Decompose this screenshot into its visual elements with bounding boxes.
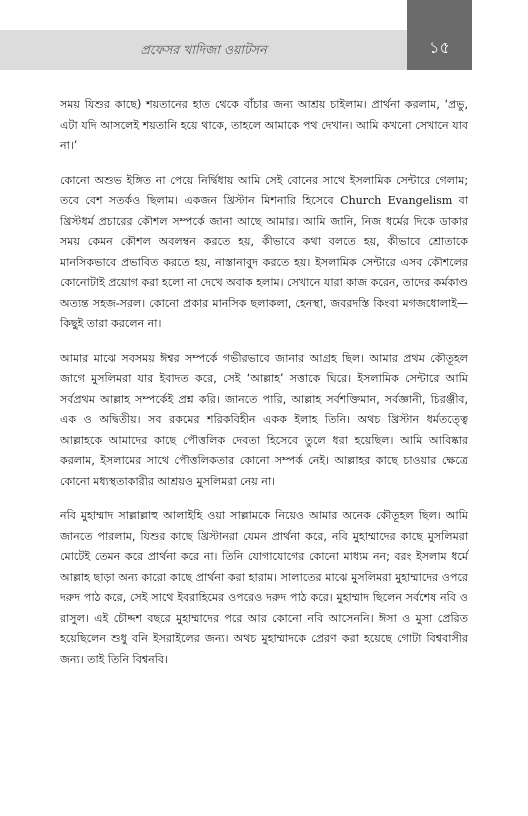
paragraph-3-text: আমার মাঝে সবসময় ঈশ্বর সম্পর্কে গভীরভাবে জানার আগ্রহ ছিল। আমার প্রথম কৌতূহল জাগে মুসলিমরা যার ইবাদত করে, সেই ‘আল্লাহ’ সত্তাকে ঘিরে। ইসলামিক সেন্টারে আমি সর্বপ্রথম আল্লাহ সম্পর্কেই প্রশ্ন করি। জানতে পারি, আল্লাহ সর্বশক্তিমান, সর্বজ্ঞানী, চিরঞ্জীব, এক ও অদ্বিতীয়। সব রকমের শরিকবিহীন একক ইলাহ তিনি। অথচ খ্রিস্টান ধর্মতত্ত্বে আল্লাহকে আমাদের কাছে পৌত্তলিক দেবতা হিসেবে তুলে ধরা হয়েছিল। আমি আবিষ্কার করলাম, ইসলামের সাথে পৌত্তলিকতার কোনো সম্পর্ক নেই। আল্লাহর কাছে চাওয়ার ক্ষেত্রে কোনো মধ্যস্থতাকারীর আশ্রয়ও মুসলিমরা নেয় না। <box>60 351 468 488</box>
page-number: ১৫ <box>429 38 450 57</box>
paragraph-2 <box>60 171 468 335</box>
paragraph-3 <box>60 349 468 493</box>
paragraph-1-text: সময় যিশুর কাছে) শয়তানের হাত থেকে বাঁচার জন্য আশ্রয় চাইলাম। প্রার্থনা করলাম, ‘প্রভু, এটা যদি আসলেই শয়তানি হয়ে থাকে, তাহলে আমাকে পথ দেখান। আমি কখনো সেখানে যাব না।’ <box>60 98 468 152</box>
paragraph-2-text-before: কোনো অশুভ ইঙ্গিত না পেয়ে নির্দ্বিধায় আমি সেই বোনের সাথে ইসলামিক সেন্টারে গেলাম; তবে বেশ সতর্কও ছিলাম। একজন খ্রিস্টান মিশনারি হিসেবে <box>60 173 468 207</box>
paragraph-2-text-after: বা খ্রিস্টধর্ম প্রচারের কৌশল সম্পর্কে জানা আছে আমার। আমি জানি, নিজ ধর্মের দিকে ডাকার সময় কেমন কৌশল অবলম্বন করতে হয়, কীভাবে কথা বলতে হয়, কীভাবে শ্রোতাকে মানসিকভাবে প্রভাবিত করতে হয়, নাস্তানাবুদ করতে হয়। ইসলামিক সেন্টারে এসব কৌশলের কোনোটাই প্রয়োগ করা হলো না দেখে অবাক হলাম। সেখানে যারা কাজ করেন, তাদের কর্মকাণ্ড অত্যন্ত সহজ-সরল। কোনো প্রকার মানসিক ছলাকলা, হেনস্থা, জবরদস্তি কিংবা মগজধোলাই—কিছুই তারা করলেন না। <box>60 194 469 330</box>
paragraph-1 <box>60 95 468 157</box>
paragraph-4-text: নবি মুহাম্মাদ সাল্লাল্লাহু আলাইহি ওয়া সাল্লামকে নিয়েও আমার অনেক কৌতূহল ছিল। আমি জানতে পারলাম, যিশুর কাছে খ্রিস্টানরা যেমন প্রার্থনা করে, নবি মুহাম্মাদের কাছে মুসলিমরা মোটেই তেমন করে প্রার্থনা করে না। তিনি যোগাযোগের কোনো মাধ্যম নন; বরং ইসলাম ধর্মে আল্লাহ ছাড়া অন্য কারো কাছে প্রার্থনা করা হারাম। সালাতের মাঝে মুসলিমরা মুহাম্মাদের ওপরে দরুদ পাঠ করে, সেই সাথে ইবরাহিমের ওপরেও দরুদ পাঠ করে। মুহাম্মাদ ছিলেন সর্বশেষ নবি ও রাসুল। এই চৌদ্দশ বছরে মুহাম্মাদের পরে আর কোনো নবি আসেননি। ঈসা ও মুসা প্রেরিত হয়েছিলেন শুধু বনি ইসরাইলের জন্য। অথচ মুহাম্মাদকে প্রেরণ করা হয়েছে গোটা বিশ্ববাসীর জন্য। তাই তিনি বিশ্বনবি। <box>60 509 469 666</box>
page-number-tab <box>407 0 472 70</box>
body-text <box>60 95 468 684</box>
church-evangelism-term: Church Evangelism <box>340 194 453 207</box>
running-title: প্রফেসর খাদিজা ওয়াটসন <box>140 42 267 57</box>
paragraph-4 <box>60 506 468 670</box>
